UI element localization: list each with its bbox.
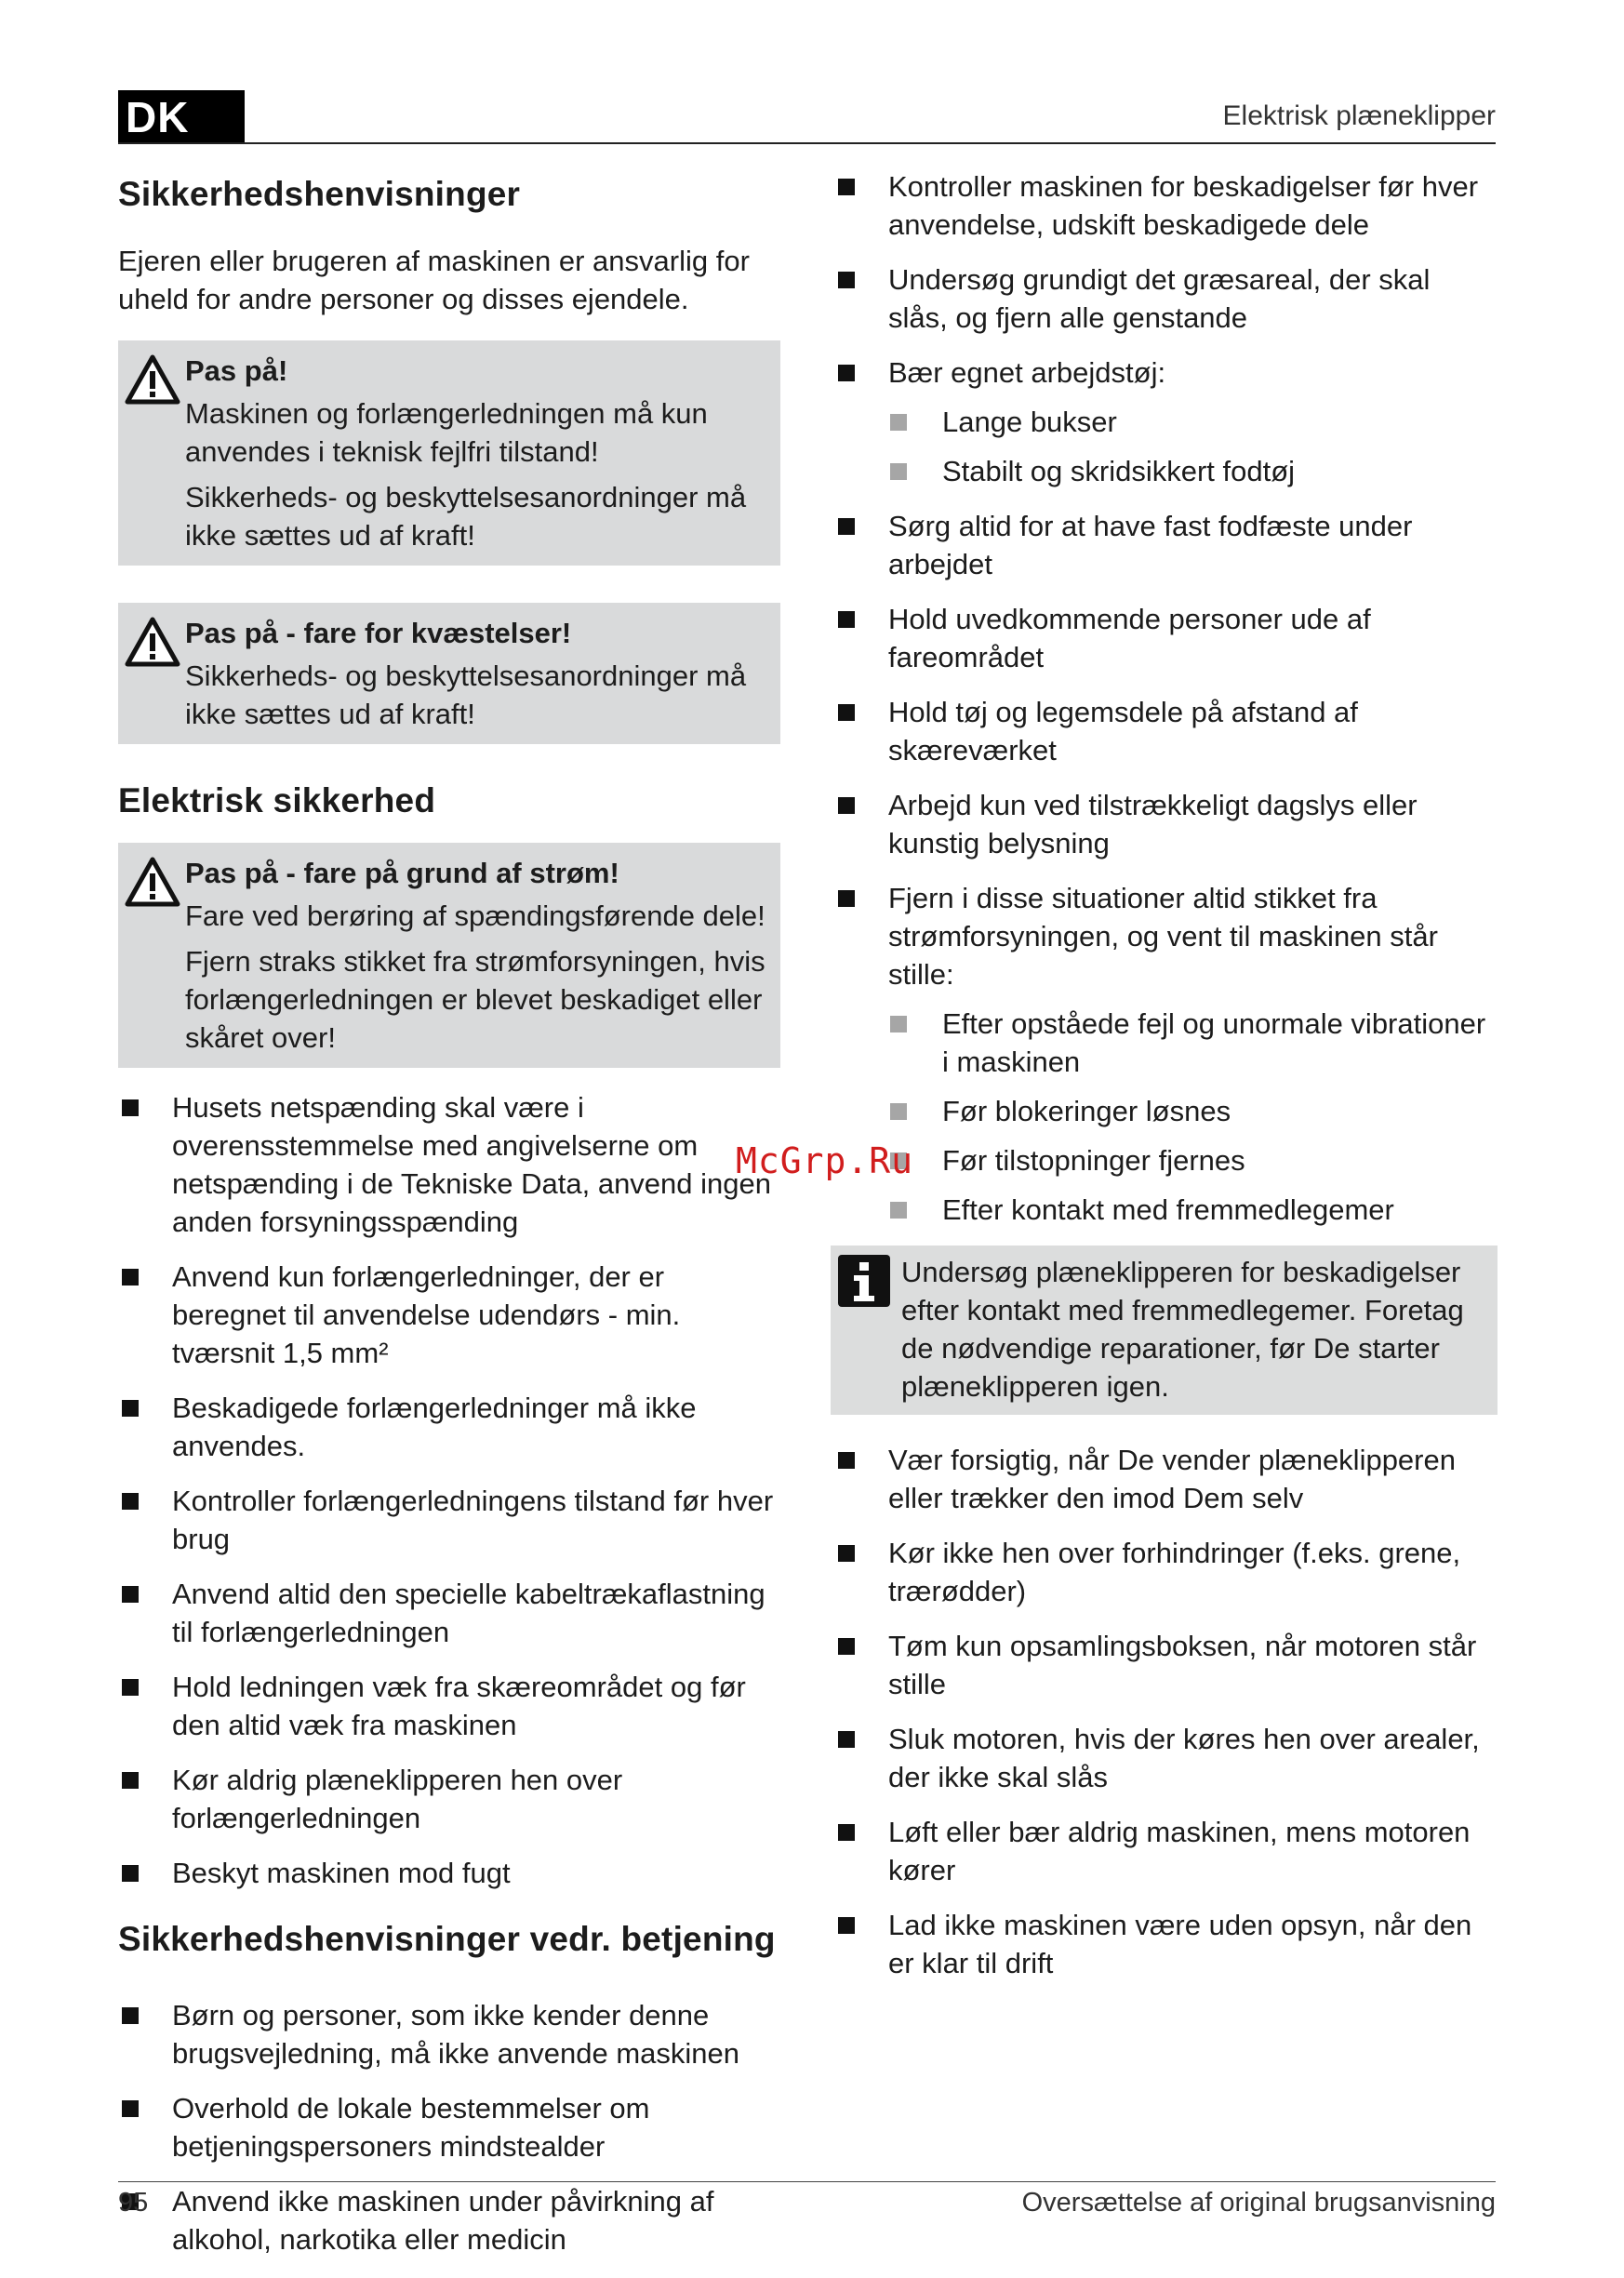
square-bullet-icon xyxy=(838,179,855,195)
operation-list-continued xyxy=(834,1441,1496,1982)
list-item: Anvend kun forlængerledninger, der er beregnet til anvendelse udendørs - min. tværsnit 1,5 mm² xyxy=(118,1258,780,1372)
sublist-item: Efter opståede fejl og unormale vibrationer i maskinen xyxy=(888,1005,1496,1081)
situations-sublist xyxy=(888,1005,1496,1229)
list-item: Hold uvedkommende personer ude af fareområdet xyxy=(834,600,1496,676)
info-icon xyxy=(838,1255,890,1307)
grey-square-bullet-icon xyxy=(890,1016,907,1032)
general-safety-list xyxy=(834,167,1496,1229)
list-item: Sørg altid for at have fast fodfæste under arbejdet xyxy=(834,507,1496,583)
warning-title: Pas på! xyxy=(185,354,288,387)
language-badge: DK xyxy=(118,90,245,144)
list-item: Anvend ikke maskinen under påvirkning af alkohol, narkotika eller medicin xyxy=(118,2182,780,2258)
watermark: McGrp.Ru xyxy=(736,1140,914,1181)
square-bullet-icon xyxy=(122,1400,139,1417)
grey-square-bullet-icon xyxy=(890,414,907,431)
header-divider xyxy=(118,142,1496,144)
electric-safety-list xyxy=(118,1088,780,1892)
warning-triangle-icon xyxy=(124,616,181,668)
list-item: Anvend altid den specielle kabeltrækaflastning til forlængerledningen xyxy=(118,1575,780,1651)
sublist-item: Stabilt og skridsikkert fodtøj xyxy=(888,452,1496,490)
warning-box-electric xyxy=(118,843,780,1068)
page-number: 95 xyxy=(118,2188,149,2218)
sublist-item: Før blokeringer løsnes xyxy=(888,1092,1496,1130)
square-bullet-icon xyxy=(838,518,855,535)
footer-divider xyxy=(118,2181,1496,2182)
footer-text: Oversættelse af original brugsanvisning xyxy=(1021,2188,1496,2218)
grey-square-bullet-icon xyxy=(890,1103,907,1120)
list-item: Arbejd kun ved tilstrækkeligt dagslys eller kunstig belysning xyxy=(834,786,1496,862)
square-bullet-icon xyxy=(838,611,855,628)
list-item: Tøm kun opsamlingsboksen, når motoren står stille xyxy=(834,1627,1496,1703)
square-bullet-icon xyxy=(838,890,855,907)
list-item: Vær forsigtig, når De vender plæneklipperen eller trækker den imod Dem selv xyxy=(834,1441,1496,1517)
warning-text: Maskinen og forlængerledningen må kun anvendes i teknisk fejlfri tilstand! xyxy=(185,397,708,468)
warning-text: Sikkerheds- og beskyttelsesanordninger må ikke sættes ud af kraft! xyxy=(185,481,747,552)
right-column xyxy=(834,167,1496,1999)
warning-box-general xyxy=(118,340,780,566)
list-item: Kontroller maskinen for beskadigelser før hver anvendelse, udskift beskadigede dele xyxy=(834,167,1496,244)
info-box xyxy=(831,1246,1498,1415)
list-item: Løft eller bær aldrig maskinen, mens motoren kører xyxy=(834,1813,1496,1889)
square-bullet-icon xyxy=(838,1452,855,1469)
grey-square-bullet-icon xyxy=(890,1202,907,1219)
square-bullet-icon xyxy=(838,1824,855,1841)
square-bullet-icon xyxy=(122,1586,139,1603)
square-bullet-icon xyxy=(838,365,855,381)
square-bullet-icon xyxy=(122,2100,139,2117)
left-column xyxy=(118,167,780,2275)
square-bullet-icon xyxy=(122,1269,139,1286)
warning-title: Pas på - fare på grund af strøm! xyxy=(185,857,619,889)
list-item: Bær egnet arbejdstøj: Lange bukser Stabilt og skridsikkert fodtøj xyxy=(834,353,1496,490)
list-item: Beskyt maskinen mod fugt xyxy=(118,1854,780,1892)
square-bullet-icon xyxy=(838,272,855,288)
list-item: Børn og personer, som ikke kender denne brugsvejledning, må ikke anvende maskinen xyxy=(118,1996,780,2072)
square-bullet-icon xyxy=(838,797,855,814)
list-item: Undersøg grundigt det græsareal, der skal slås, og fjern alle genstande xyxy=(834,260,1496,337)
section-heading-safety: Sikkerhedshenvisninger xyxy=(118,175,521,213)
square-bullet-icon xyxy=(838,1917,855,1934)
list-item: Beskadigede forlængerledninger må ikke anvendes. xyxy=(118,1389,780,1465)
operation-safety-list xyxy=(118,1996,780,2258)
list-item: Fjern i disse situationer altid stikket fra strømforsyningen, og vent til maskinen står stille: Efter opståede fejl og unormale vibrationer i maskinen Før blokeringer løsnes Før tilstopninger fjernes Efter kontakt med fremmedlegemer xyxy=(834,879,1496,1229)
grey-square-bullet-icon xyxy=(890,463,907,480)
section-heading-electric: Elektrisk sikkerhed xyxy=(118,781,436,819)
list-item: Hold ledningen væk fra skæreområdet og før den altid væk fra maskinen xyxy=(118,1668,780,1744)
square-bullet-icon xyxy=(122,1493,139,1510)
list-item: Hold tøj og legemsdele på afstand af skæreværket xyxy=(834,693,1496,769)
square-bullet-icon xyxy=(122,2007,139,2024)
sublist-item: Lange bukser xyxy=(888,403,1496,441)
list-item: Husets netspænding skal være i overensstemmelse med angivelserne om netspænding i de Tekniske Data, anvend ingen anden forsyningsspænding xyxy=(118,1088,780,1241)
header-title: Elektrisk plæneklipper xyxy=(1222,100,1496,131)
info-text: Undersøg plæneklipperen for beskadigelser efter kontakt med fremmedlegemer. Foretag de nødvendige reparationer, før De starter plæneklipperen igen. xyxy=(901,1256,1464,1403)
section-heading-operation: Sikkerhedshenvisninger vedr. betjening xyxy=(118,1920,776,1958)
intro-paragraph: Ejeren eller brugeren af maskinen er ansvarlig for uheld for andre personer og disses ejendele. xyxy=(118,245,750,315)
list-item: Kør aldrig plæneklipperen hen over forlængerledningen xyxy=(118,1761,780,1837)
sublist-item: Før tilstopninger fjernes xyxy=(888,1141,1496,1179)
sublist-item: Efter kontakt med fremmedlegemer xyxy=(888,1191,1496,1229)
warning-text: Sikkerheds- og beskyttelsesanordninger må ikke sættes ud af kraft! xyxy=(185,659,747,730)
list-item: Kør ikke hen over forhindringer (f.eks. grene, trærødder) xyxy=(834,1534,1496,1610)
clothing-sublist xyxy=(888,403,1496,490)
warning-text: Fjern straks stikket fra strømforsyningen, hvis forlængerledningen er blevet beskadiget eller skåret over! xyxy=(185,945,765,1054)
square-bullet-icon xyxy=(838,1731,855,1748)
square-bullet-icon xyxy=(122,1099,139,1116)
warning-triangle-icon xyxy=(124,353,181,406)
square-bullet-icon xyxy=(838,1545,855,1562)
warning-box-injury xyxy=(118,603,780,744)
warning-triangle-icon xyxy=(124,856,181,908)
warning-text: Fare ved berøring af spændingsførende dele! xyxy=(185,899,765,932)
list-item: Overhold de lokale bestemmelser om betjeningspersoners mindstealder xyxy=(118,2089,780,2165)
square-bullet-icon xyxy=(122,1679,139,1696)
square-bullet-icon xyxy=(838,1638,855,1655)
list-item: Kontroller forlængerledningens tilstand før hver brug xyxy=(118,1482,780,1558)
warning-title: Pas på - fare for kvæstelser! xyxy=(185,617,572,649)
list-item: Sluk motoren, hvis der køres hen over arealer, der ikke skal slås xyxy=(834,1720,1496,1796)
square-bullet-icon xyxy=(122,1865,139,1882)
square-bullet-icon xyxy=(838,704,855,721)
square-bullet-icon xyxy=(122,1772,139,1789)
list-item: Lad ikke maskinen være uden opsyn, når den er klar til drift xyxy=(834,1906,1496,1982)
